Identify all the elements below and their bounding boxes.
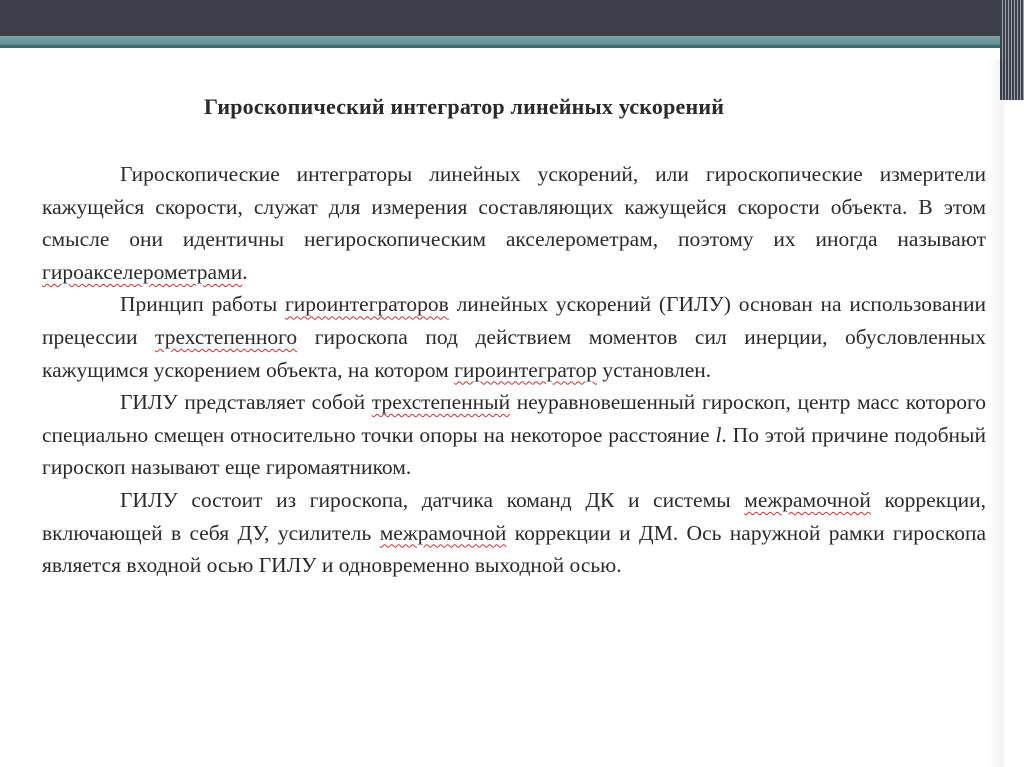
paragraph xyxy=(42,386,986,484)
text-run: неуравновешенный гироскоп, центр масс которого специально смещен относительно точки опоры на некоторое расстояние xyxy=(42,390,986,447)
paragraph xyxy=(42,288,986,386)
slide-top-bar xyxy=(0,0,1024,36)
text-run: . xyxy=(242,259,248,284)
spellcheck-word: трехстепенный xyxy=(371,390,511,415)
document-page xyxy=(42,70,994,750)
text-run: Гироскопические интеграторы линейных ускорений, или гироскопические измерители кажущейся скорости, служат для измерения составляющих кажущейся скорости объекта. В этом смысле они идентичны негироскопическим акселерометрам, поэтому их иногда называют xyxy=(42,162,986,252)
text-run: . По этой причине подобный гироскоп называют еще гиромаятником. xyxy=(42,422,986,480)
spellcheck-word: трехстепенного xyxy=(155,324,298,349)
paragraph xyxy=(42,484,986,582)
text-run: ГИЛУ состоит из гироскопа, датчика команд ДК и системы xyxy=(120,487,745,512)
text-run: коррекции, включающей в себя ДУ, усилитель xyxy=(42,487,986,545)
italic-symbol: l xyxy=(715,422,722,447)
text-run: Принцип работы xyxy=(120,292,285,317)
document-title: Гироскопический интегратор линейных ускорений xyxy=(204,94,725,119)
spellcheck-word: гироинтеграторов xyxy=(284,292,449,317)
slide-accent-stripe-shadow xyxy=(0,45,1000,48)
text-run: гироскопа под действием моментов сил инерции, обусловленных кажущимся ускорением объекта, на котором xyxy=(42,324,986,382)
text-run: линейных ускорений (ГИЛУ) основан на использовании прецессии xyxy=(42,292,986,349)
spellcheck-word: межрамочной xyxy=(379,520,507,545)
slide-accent-stripe xyxy=(0,36,1000,45)
text-run: установлен. xyxy=(597,357,712,382)
spellcheck-word: межрамочной xyxy=(744,487,871,512)
paragraph xyxy=(42,158,986,288)
text-run: ГИЛУ представляет собой xyxy=(120,390,372,415)
spellcheck-word: гироакселерометрами xyxy=(42,259,243,284)
spellcheck-word: гироинтегратор xyxy=(454,357,598,382)
text-run: коррекции и ДМ. Ось наружной рамки гироскопа является входной осью ГИЛУ и одновременно выходной осью. xyxy=(42,520,986,578)
document-body xyxy=(42,158,986,582)
